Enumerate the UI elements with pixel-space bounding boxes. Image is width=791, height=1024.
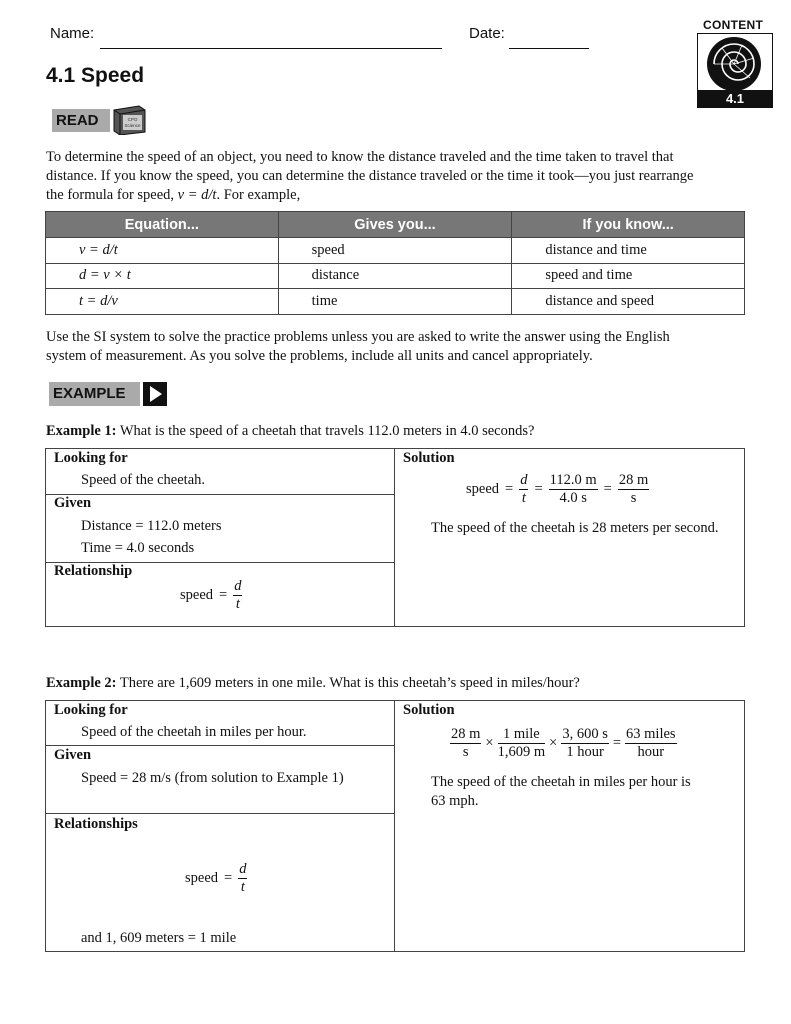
table-cell: speed <box>278 238 512 264</box>
table-row <box>46 289 745 315</box>
page-title: 4.1 Speed <box>46 64 145 87</box>
table-cell: distance <box>278 263 512 289</box>
relationship-formula: speed = $\frac{d}{t}$ <box>180 578 242 612</box>
equation-table <box>45 211 745 315</box>
si-note-line: Use the SI system to solve the practice problems unless you are asked to write the answer using the English <box>46 329 670 345</box>
content-badge-number: 4.1 <box>698 90 772 107</box>
table-header: Gives you... <box>278 212 512 238</box>
given-text: Distance = 112.0 meters <box>81 518 222 534</box>
solution-answer: 63 mph. <box>431 793 479 809</box>
table-cell: speed and time <box>512 263 745 289</box>
content-badge <box>697 33 773 108</box>
date-label: Date: <box>469 25 505 42</box>
looking-for-heading: Looking for <box>54 702 128 718</box>
relationships-heading: Relationships <box>54 816 138 832</box>
table-cell: d = v × t <box>46 263 279 289</box>
table-cell: t = d/v <box>46 289 279 315</box>
example-tag: EXAMPLE <box>49 382 140 406</box>
solution-formula: speed = $\frac{d}{t}$ = $\frac{112.0 m}{4.0 s}$ = $\frac{28 m}{s}$ <box>466 472 649 506</box>
date-field[interactable] <box>509 48 589 49</box>
svg-text:CPO: CPO <box>127 117 138 122</box>
relationship-heading: Relationship <box>54 563 133 579</box>
table-row <box>46 263 745 289</box>
relationship-text: and 1, 609 meters = 1 mile <box>81 930 237 946</box>
table-cell: time <box>278 289 512 315</box>
given-heading: Given <box>54 747 92 763</box>
table-header: Equation... <box>46 212 279 238</box>
solution-answer: The speed of the cheetah is 28 meters per second. <box>431 520 719 536</box>
intro-line: To determine the speed of an object, you need to know the distance traveled and the time taken to travel that <box>46 149 674 165</box>
svg-text:Science: Science <box>124 123 141 128</box>
divider <box>45 494 394 495</box>
intro-line: distance. If you know the speed, you can determine the distance traveled or the time it took—you just rearrange <box>46 168 694 184</box>
intro-line: the formula for speed, v = d/t. For example, <box>46 187 301 203</box>
name-label: Name: <box>50 25 95 42</box>
read-tag: READ <box>52 109 110 132</box>
book-icon <box>111 104 148 135</box>
si-note <box>46 328 746 366</box>
divider <box>394 448 395 627</box>
table-cell: distance and time <box>512 238 745 264</box>
nautilus-shell-icon <box>698 34 771 91</box>
looking-for-text: Speed of the cheetah in miles per hour. <box>81 724 307 740</box>
solution-answer: The speed of the cheetah in miles per hour is <box>431 774 691 790</box>
solution-heading: Solution <box>403 450 455 466</box>
content-badge-label: CONTENT <box>703 18 764 32</box>
divider <box>394 700 395 952</box>
intro-paragraph <box>46 148 746 205</box>
example1-question: Example 1: What is the speed of a cheetah that travels 112.0 meters in 4.0 seconds? <box>46 423 535 439</box>
looking-for-text: Speed of the cheetah. <box>81 472 206 488</box>
example2-question: Example 2: There are 1,609 meters in one mile. What is this cheetah’s speed in miles/hour? <box>46 675 580 691</box>
table-row <box>46 238 745 264</box>
relationship-formula: speed = $\frac{d}{t}$ <box>185 861 247 895</box>
table-header: If you know... <box>512 212 745 238</box>
name-field[interactable] <box>100 48 442 49</box>
solution-heading: Solution <box>403 702 455 718</box>
solution-formula: $\frac{28 m}{s}$ × $\frac{\text{1 mile}}{1,609 m}$ × $\frac{3, 600 s}{\text{1 hour}}$ = $\frac{\text{63 miles}}{\text{hour}}$ <box>451 726 676 760</box>
given-heading: Given <box>54 495 92 511</box>
given-text: Speed = 28 m/s (from solution to Example 1) <box>81 770 344 786</box>
play-arrow-icon <box>143 382 167 406</box>
table-cell: v = d/t <box>46 238 279 264</box>
table-cell: distance and speed <box>512 289 745 315</box>
si-note-line: system of measurement. As you solve the problems, include all units and cancel appropriately. <box>46 348 593 364</box>
divider <box>45 813 394 814</box>
divider <box>45 745 394 746</box>
looking-for-heading: Looking for <box>54 450 128 466</box>
given-text: Time = 4.0 seconds <box>81 540 195 556</box>
